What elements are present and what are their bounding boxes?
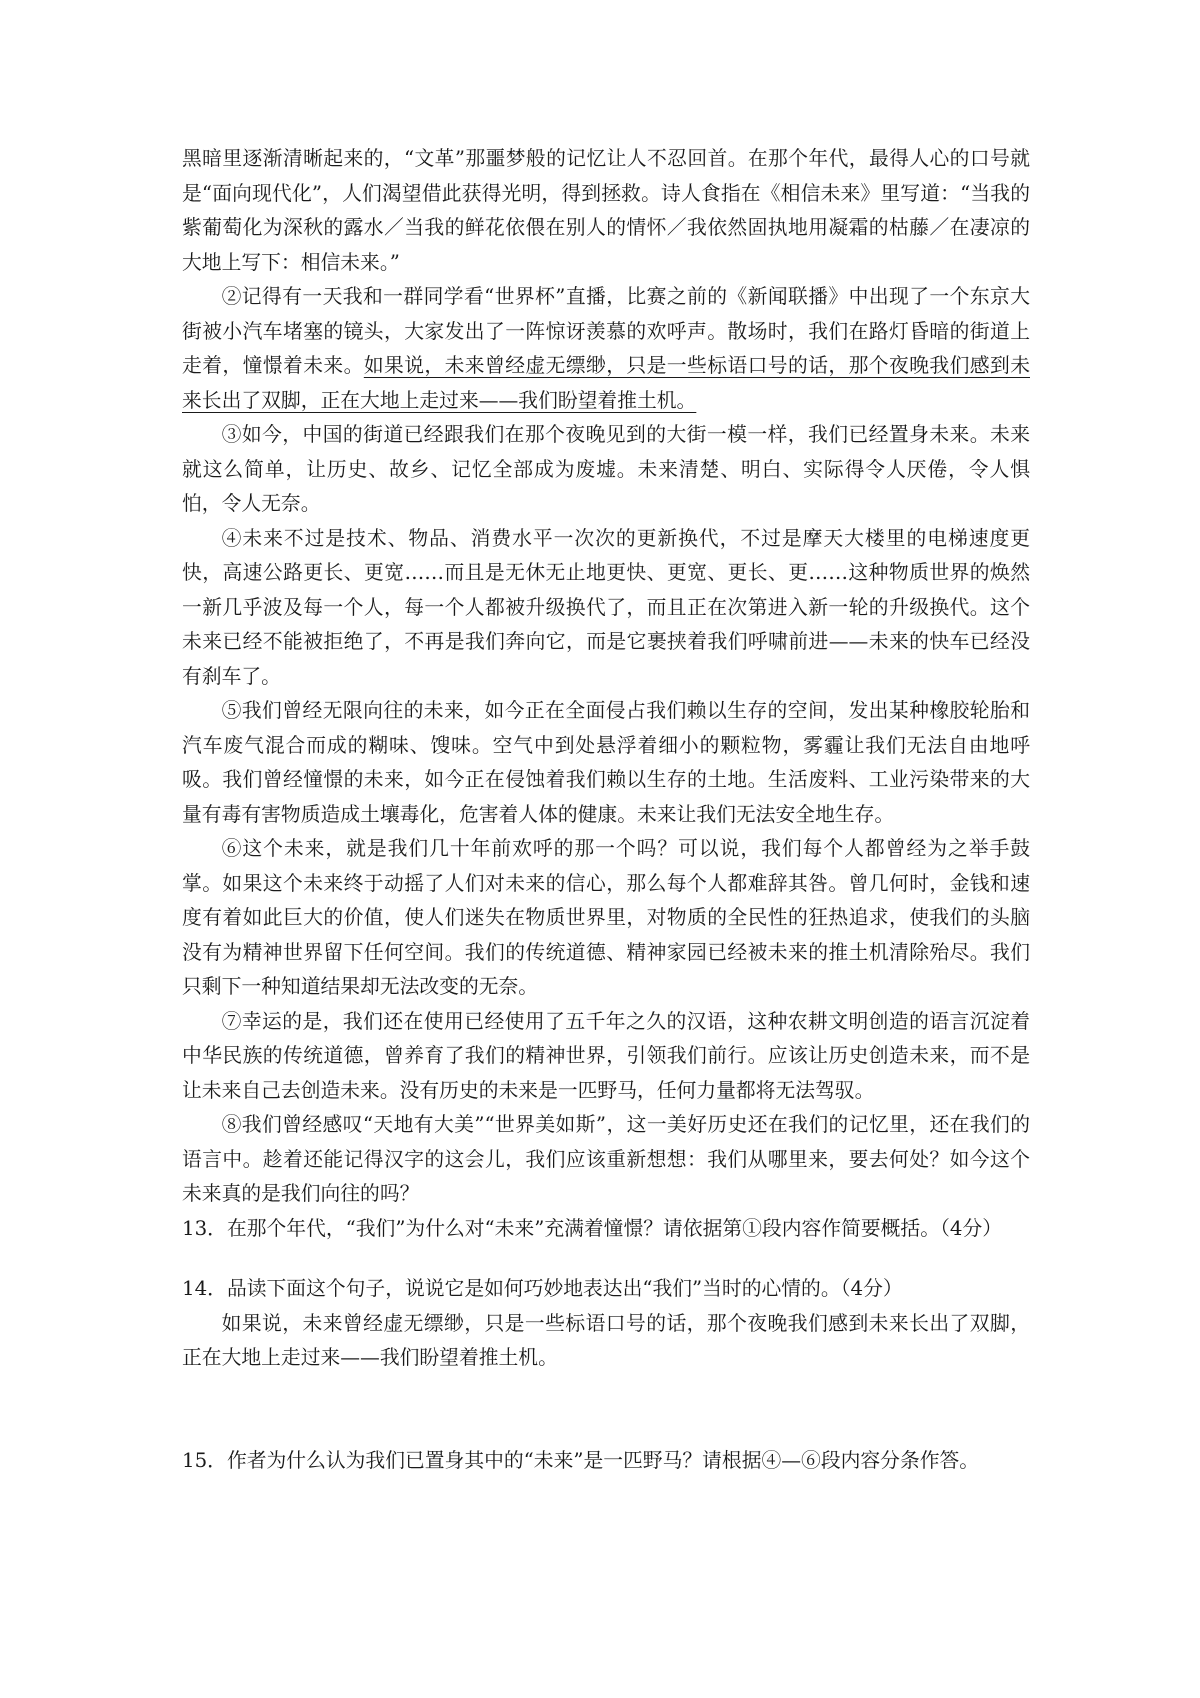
passage-paragraph-7: ⑦幸运的是，我们还在使用已经使用了五千年之久的汉语，这种农耕文明创造的语言沉淀着中华民族的传统道德，曾养育了我们的精神世界，引领我们前行。应该让历史创造未来，而不是让未来自己去创造未来。没有历史的未来是一匹野马，任何力量都将无法驾驭。 bbox=[182, 1009, 1030, 1102]
question-14: 14．品读下面这个句子，说说它是如何巧妙地表达出“我们”当时的心情的。（4分） bbox=[182, 1277, 903, 1300]
underlined-sentence: 如果说，未来曾经虚无缥缈，只是一些标语口号的话，那个夜晚我们感到未来长出了双脚，正在大地上走过来——我们盼望着推土机。 bbox=[182, 354, 1030, 412]
question-14-quote: 如果说，未来曾经虚无缥缈，只是一些标语口号的话，那个夜晚我们感到未来长出了双脚，正在大地上走过来——我们盼望着推土机。 bbox=[182, 1311, 1030, 1369]
question-15: 15．作者为什么认为我们已置身其中的“未来”是一匹野马？请根据④—⑥段内容分条作答。 bbox=[182, 1448, 980, 1472]
passage-paragraph-1-continued: 黑暗里逐渐清晰起来的，“文革”那噩梦般的记忆让人不忍回首。在那个年代，最得人心的口号就是“面向现代化”，人们渴望借此获得光明，得到拯救。诗人食指在《相信未来》里写道：“当我的紫葡萄化为深秋的露水／当我的鲜花依偎在别人的情怀／我依然固执地用凝霜的枯藤／在凄凉的大地上写下：相信未来。” bbox=[182, 147, 1030, 274]
paragraph-2-text: ②记得有一天我和一群同学看“世界杯”直播，比赛之前的《新闻联播》中出现了一个东京大街被小汽车堵塞的镜头，大家发出了一阵惊讶羡慕的欢呼声。散场时，我们在路灯昏暗的街道上走着，憧憬着未来。 bbox=[182, 285, 1030, 377]
passage-paragraph-4: ④未来不过是技术、物品、消费水平一次次的更新换代，不过是摩天大楼里的电梯速度更快，高速公路更长、更宽……而且是无休无止地更快、更宽、更长、更……这种物质世界的焕然一新几乎波及每一个人，每一个人都被升级换代了，而且正在次第进入新一轮的升级换代。这个未来已经不能被拒绝了，不再是我们奔向它，而是它裹挟着我们呼啸前进——未来的快车已经没有刹车了。 bbox=[182, 526, 1030, 688]
question-13: 13．在那个年代，“我们”为什么对“未来”充满着憧憬？请依据第①段内容作简要概括。（4分） bbox=[182, 1216, 1003, 1240]
passage-paragraph-5: ⑤我们曾经无限向往的未来，如今正在全面侵占我们赖以生存的空间，发出某种橡胶轮胎和汽车废气混合而成的糊味、馊味。空气中到处悬浮着细小的颗粒物，雾霾让我们无法自由地呼吸。我们曾经憧憬的未来，如今正在侵蚀着我们赖以生存的土地。生活废料、工业污染带来的大量有毒有害物质造成土壤毒化，危害着人体的健康。未来让我们无法安全地生存。 bbox=[182, 699, 1030, 826]
passage-paragraph-8: ⑧我们曾经感叹“天地有大美”“世界美如斯”，这一美好历史还在我们的记忆里，还在我们的语言中。趁着还能记得汉字的这会儿，我们应该重新想想：我们从哪里来，要去何处？如今这个未来真的是我们向往的吗？ bbox=[182, 1113, 1030, 1205]
passage-paragraph-3: ③如今，中国的街道已经跟我们在那个夜晚见到的大街一模一样，我们已经置身未来。未来就这么简单，让历史、故乡、记忆全部成为废墟。未来清楚、明白、实际得令人厌倦，令人惧怕，令人无奈。 bbox=[182, 423, 1030, 515]
passage-paragraph-2 bbox=[182, 280, 1030, 418]
exam-page bbox=[182, 142, 1030, 1478]
passage-paragraph-6: ⑥这个未来，就是我们几十年前欢呼的那一个吗？可以说，我们每个人都曾经为之举手鼓掌。如果这个未来终于动摇了人们对未来的信心，那么每个人都难辞其咎。曾几何时，金钱和速度有着如此巨大的价值，使人们迷失在物质世界里，对物质的全民性的狂热追求，使我们的头脑没有为精神世界留下任何空间。我们的传统道德、精神家园已经被未来的推土机清除殆尽。我们只剩下一种知道结果却无法改变的无奈。 bbox=[182, 837, 1030, 998]
